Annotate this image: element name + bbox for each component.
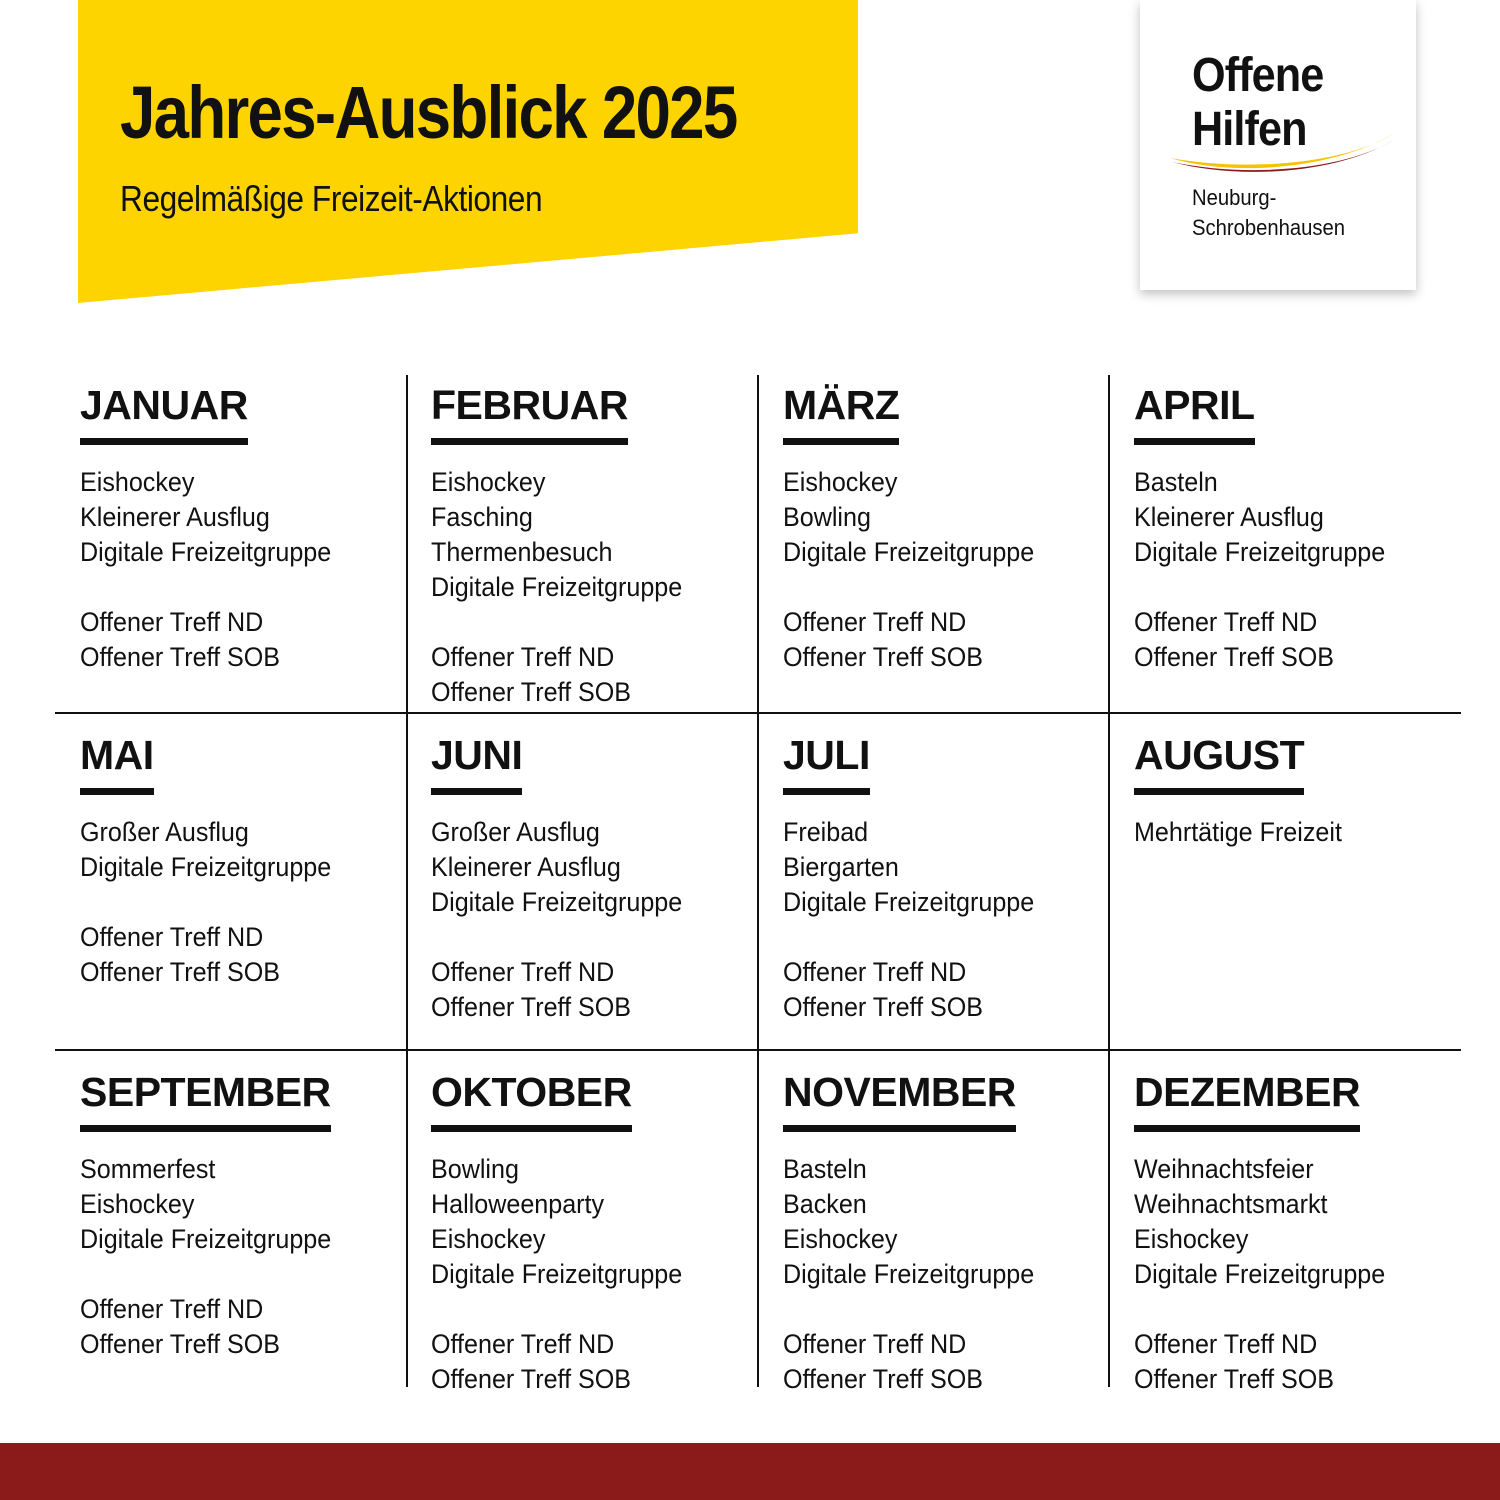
month-name: JULI — [783, 735, 870, 795]
treff-item: Offener Treff SOB — [80, 957, 281, 987]
activity-item: Backen — [783, 1189, 867, 1219]
grid-divider-vertical — [1108, 375, 1110, 1387]
activity-item: Digitale Freizeitgruppe — [783, 1259, 1035, 1289]
event-list — [431, 815, 701, 1025]
activity-item: Mehrtätige Freizeit — [1134, 817, 1342, 847]
treff-item: Offener Treff SOB — [1134, 642, 1335, 672]
activity-item: Eishockey — [1134, 1224, 1249, 1254]
grid-divider-vertical — [406, 375, 408, 1387]
treff-item: Offener Treff SOB — [431, 1364, 632, 1394]
activity-item: Bowling — [431, 1154, 519, 1184]
month-name: MÄRZ — [783, 385, 899, 445]
month-name: JANUAR — [80, 385, 248, 445]
event-list — [783, 815, 1053, 1025]
month-cell — [431, 1069, 701, 1397]
activity-item: Eishockey — [80, 467, 195, 497]
month-cell — [783, 382, 1053, 675]
activity-item: Großer Ausflug — [431, 817, 600, 847]
event-list — [80, 465, 350, 675]
treff-item: Offener Treff ND — [431, 1329, 615, 1359]
activity-item: Kleinerer Ausflug — [1134, 502, 1324, 532]
month-cell — [783, 1069, 1053, 1397]
activity-item: Digitale Freizeitgruppe — [431, 1259, 683, 1289]
month-cell — [431, 382, 701, 710]
activity-item: Basteln — [783, 1154, 867, 1184]
month-name: JUNI — [431, 735, 522, 795]
activity-item: Basteln — [1134, 467, 1218, 497]
event-list — [783, 465, 1053, 675]
treff-item: Offener Treff ND — [1134, 1329, 1318, 1359]
activity-item: Digitale Freizeitgruppe — [431, 572, 683, 602]
month-cell — [80, 382, 350, 675]
treff-item: Offener Treff SOB — [783, 642, 984, 672]
treff-item: Offener Treff SOB — [431, 677, 632, 707]
activity-item: Eishockey — [783, 1224, 898, 1254]
activity-item: Weihnachtsfeier — [1134, 1154, 1314, 1184]
treff-item: Offener Treff ND — [80, 1294, 264, 1324]
treff-item: Offener Treff ND — [783, 607, 967, 637]
activity-item: Digitale Freizeitgruppe — [80, 852, 332, 882]
treff-item: Offener Treff ND — [783, 1329, 967, 1359]
treff-item: Offener Treff SOB — [80, 1329, 281, 1359]
month-name: APRIL — [1134, 385, 1255, 445]
logo-region-line1: Neuburg- — [1192, 185, 1277, 210]
treff-item: Offener Treff SOB — [80, 642, 281, 672]
activity-item: Sommerfest — [80, 1154, 216, 1184]
event-list — [80, 815, 350, 990]
month-name: FEBRUAR — [431, 385, 628, 445]
event-list — [431, 465, 701, 710]
treff-item: Offener Treff ND — [431, 957, 615, 987]
activity-item: Digitale Freizeitgruppe — [1134, 537, 1386, 567]
month-name: OKTOBER — [431, 1072, 632, 1132]
event-list — [1134, 465, 1404, 675]
month-cell — [783, 732, 1053, 1025]
offene-hilfen-logo — [1140, 0, 1416, 290]
treff-item: Offener Treff ND — [1134, 607, 1318, 637]
activity-item: Eishockey — [80, 1189, 195, 1219]
month-name: SEPTEMBER — [80, 1072, 331, 1132]
page-subtitle: Regelmäßige Freizeit-Aktionen — [120, 178, 543, 219]
activity-item: Weihnachtsmarkt — [1134, 1189, 1328, 1219]
activity-item: Eishockey — [783, 467, 898, 497]
activity-item: Digitale Freizeitgruppe — [80, 537, 332, 567]
activity-item: Freibad — [783, 817, 869, 847]
month-name: AUGUST — [1134, 735, 1304, 795]
treff-item: Offener Treff SOB — [1134, 1364, 1335, 1394]
treff-item: Offener Treff SOB — [431, 992, 632, 1022]
month-cell — [431, 732, 701, 1025]
activity-item: Fasching — [431, 502, 533, 532]
activity-item: Halloweenparty — [431, 1189, 605, 1219]
logo-swoosh-icon — [1168, 128, 1408, 178]
page-title: Jahres-Ausblick 2025 — [120, 71, 737, 154]
activity-item: Eishockey — [431, 1224, 546, 1254]
month-name: DEZEMBER — [1134, 1072, 1360, 1132]
activity-item: Eishockey — [431, 467, 546, 497]
event-list — [783, 1152, 1053, 1397]
treff-item: Offener Treff ND — [80, 922, 264, 952]
event-list — [80, 1152, 350, 1362]
treff-item: Offener Treff ND — [431, 642, 615, 672]
activity-item: Thermenbesuch — [431, 537, 613, 567]
activity-item: Großer Ausflug — [80, 817, 249, 847]
activity-item: Kleinerer Ausflug — [431, 852, 621, 882]
activity-item: Digitale Freizeitgruppe — [80, 1224, 332, 1254]
treff-item: Offener Treff SOB — [783, 992, 984, 1022]
grid-divider-horizontal — [55, 712, 1461, 714]
month-cell — [80, 1069, 350, 1362]
treff-item: Offener Treff SOB — [783, 1364, 984, 1394]
logo-text-line2: Hilfen — [1192, 103, 1307, 156]
event-list — [431, 1152, 701, 1397]
activity-item: Kleinerer Ausflug — [80, 502, 270, 532]
logo-text-line1: Offene — [1192, 49, 1324, 102]
grid-divider-vertical — [757, 375, 759, 1387]
activity-item: Biergarten — [783, 852, 899, 882]
activity-item: Digitale Freizeitgruppe — [431, 887, 683, 917]
event-list — [1134, 1152, 1404, 1397]
treff-item: Offener Treff ND — [783, 957, 967, 987]
grid-divider-horizontal — [55, 1049, 1461, 1051]
footer-bar — [0, 1443, 1500, 1500]
activity-item: Digitale Freizeitgruppe — [783, 887, 1035, 917]
event-list — [1134, 815, 1358, 850]
treff-item: Offener Treff ND — [80, 607, 264, 637]
month-cell — [1134, 1069, 1404, 1397]
month-cell — [1134, 382, 1404, 675]
activity-item: Digitale Freizeitgruppe — [1134, 1259, 1386, 1289]
month-name: NOVEMBER — [783, 1072, 1016, 1132]
month-name: MAI — [80, 735, 154, 795]
activity-item: Bowling — [783, 502, 871, 532]
month-cell — [80, 732, 350, 990]
month-cell — [1134, 732, 1358, 850]
logo-region-line2: Schrobenhausen — [1192, 215, 1346, 240]
activity-item: Digitale Freizeitgruppe — [783, 537, 1035, 567]
